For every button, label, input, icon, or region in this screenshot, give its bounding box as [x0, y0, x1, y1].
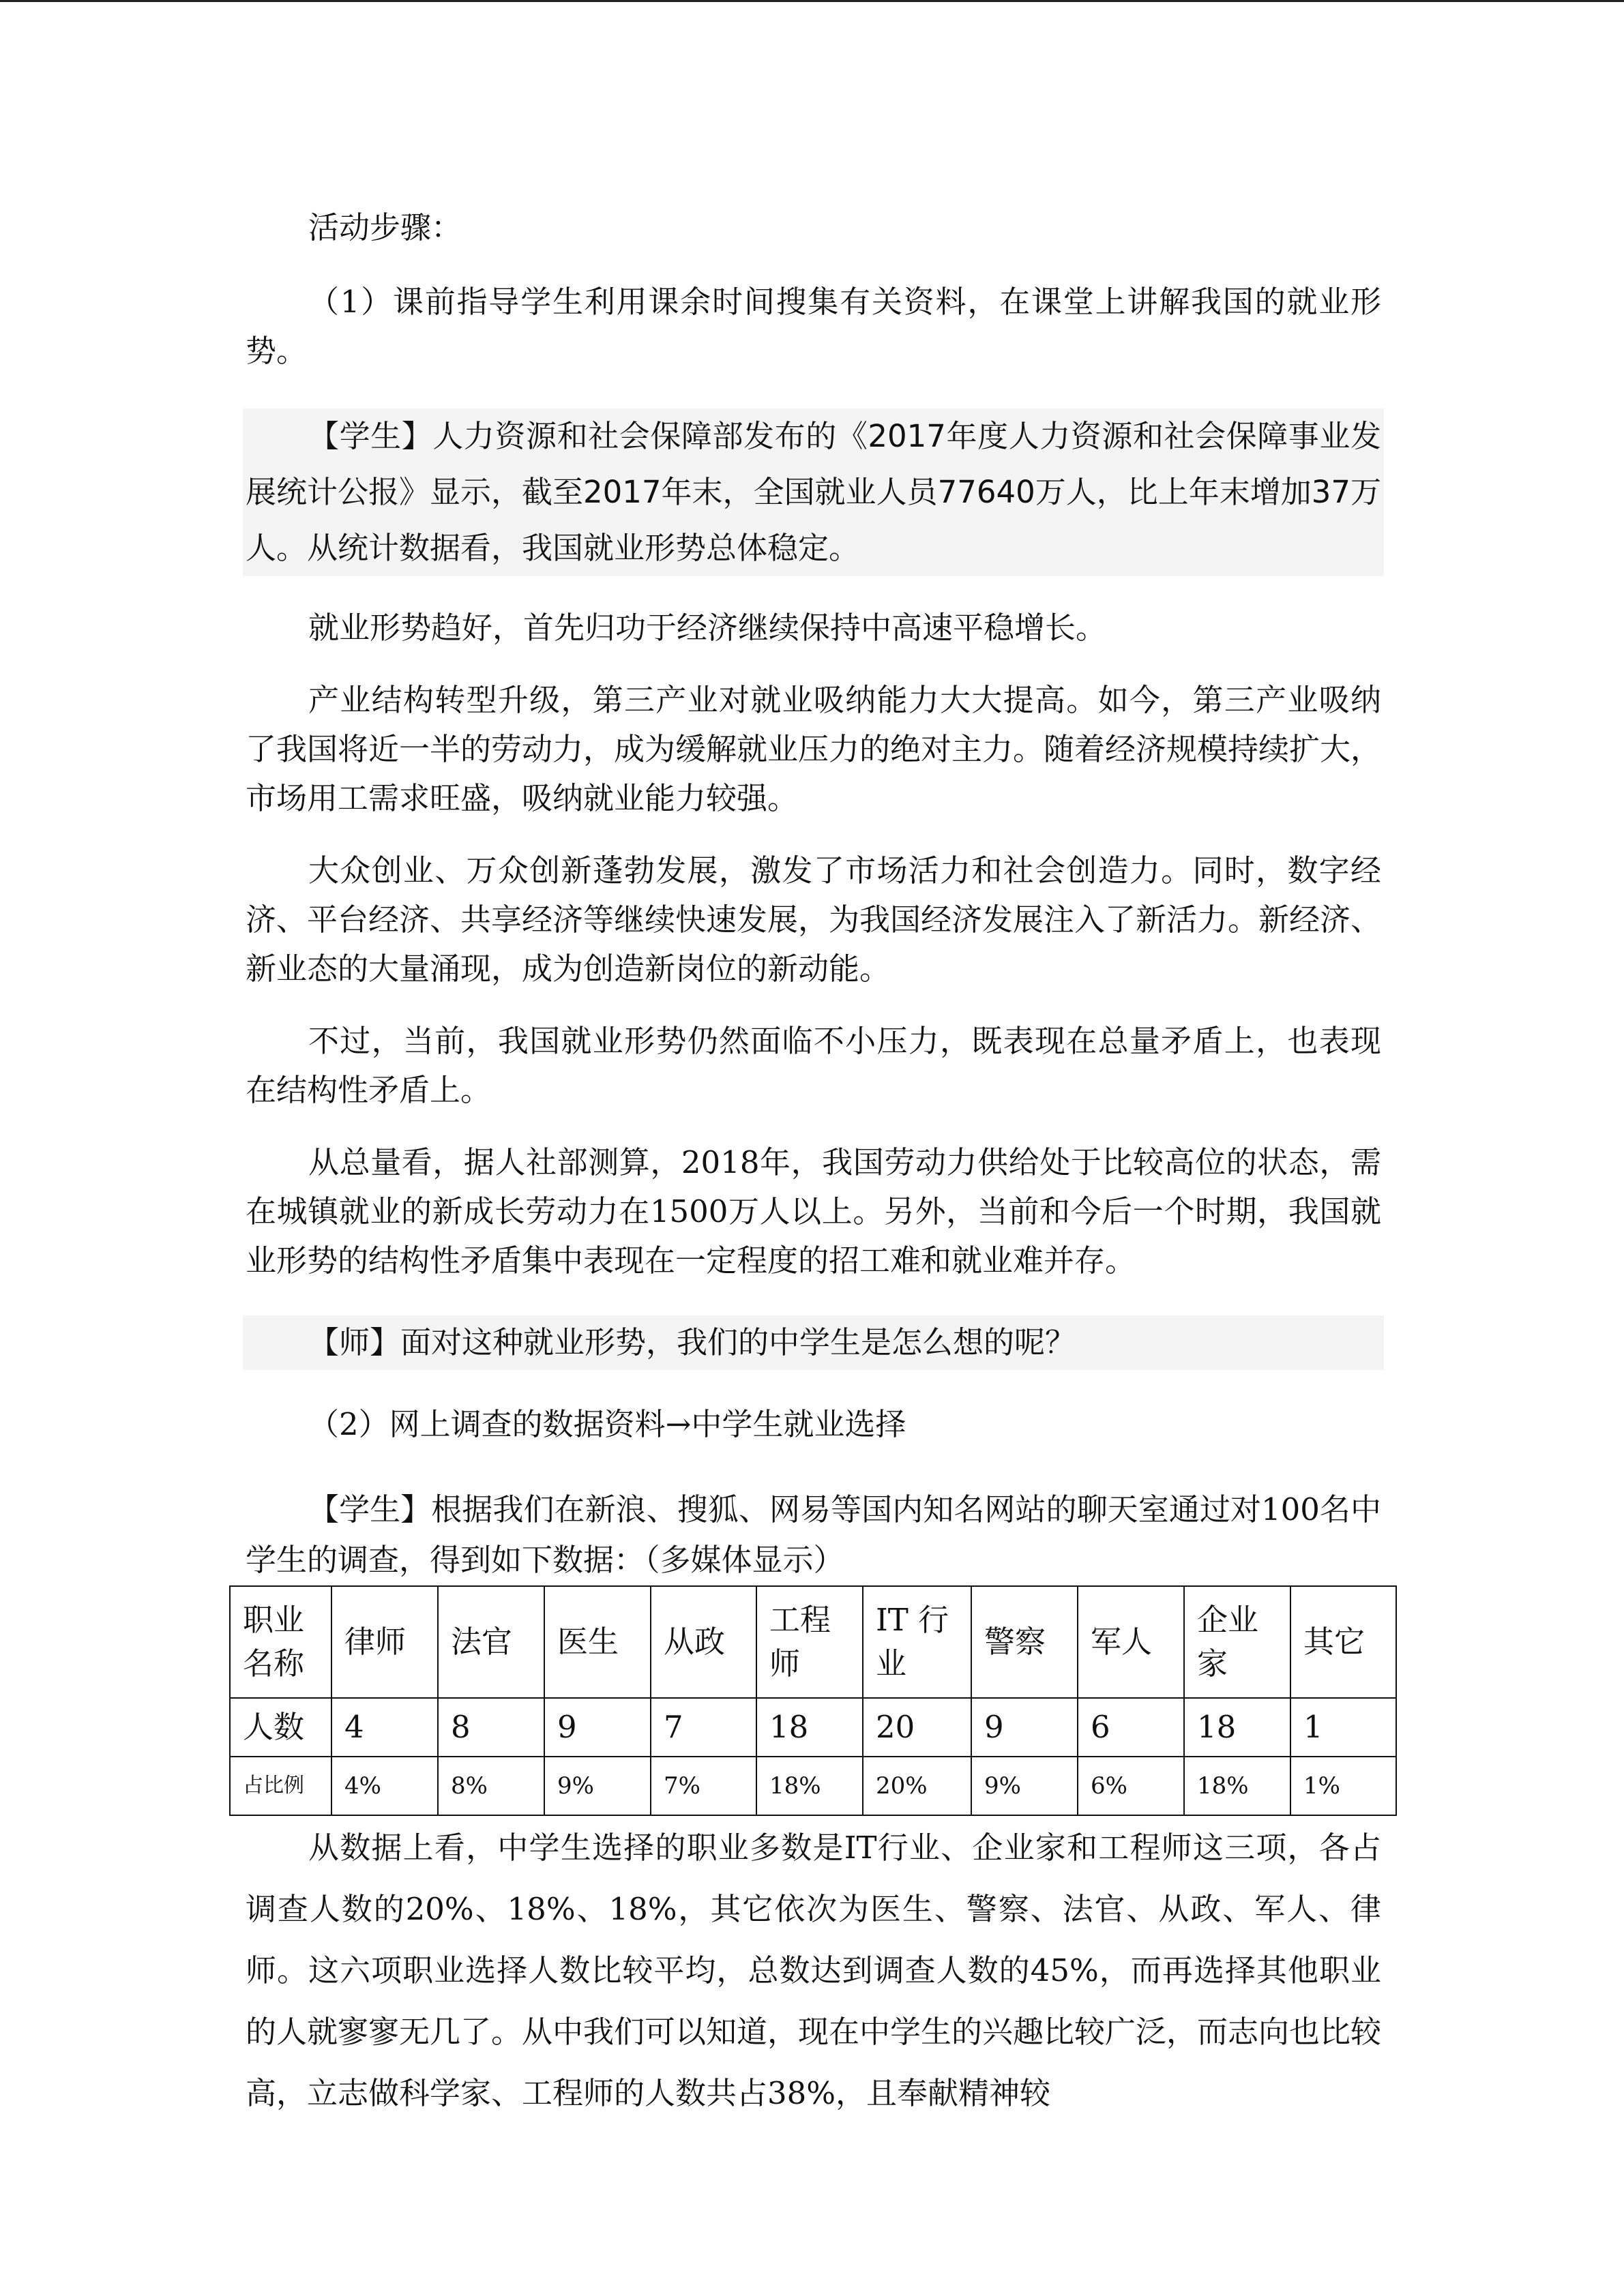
profession-cell: 法官 — [438, 1586, 544, 1698]
count-cell: 9 — [544, 1698, 651, 1757]
teacher-question-block — [243, 1315, 1384, 1370]
percent-cell: 6% — [1078, 1757, 1184, 1815]
count-cell: 4 — [331, 1698, 438, 1757]
percent-cell: 7% — [651, 1757, 756, 1815]
industry-structure-paragraph: 产业结构转型升级，第三产业对就业吸纳能力大大提高。如今，第三产业吸纳了我国将近一半的劳动力，成为缓解就业压力的绝对主力。随着经济规模持续扩大，市场用工需求旺盛，吸纳就业能力较强。 — [246, 682, 1382, 816]
heading-activity-steps: 活动步骤： — [308, 209, 462, 245]
count-cell: 18 — [756, 1698, 863, 1757]
page-top-border — [0, 0, 1624, 2]
career-survey-table — [229, 1585, 1397, 1816]
profession-cell: 从政 — [651, 1586, 756, 1698]
percent-cell: 20% — [863, 1757, 971, 1815]
profession-cell: 警察 — [971, 1586, 1078, 1698]
step-1-paragraph: （1）课前指导学生利用课余时间搜集有关资料，在课堂上讲解我国的就业形势。 — [246, 284, 1381, 369]
table-count-row — [230, 1698, 1396, 1757]
innovation-paragraph: 大众创业、万众创新蓬勃发展，激发了市场活力和社会创造力。同时，数字经济、平台经济、共享经济等继续快速发展，为我国经济发展注入了新活力。新经济、新业态的大量涌现，成为创造新岗位的新动能。 — [246, 852, 1382, 987]
count-cell: 1 — [1290, 1698, 1396, 1757]
profession-cell: 医生 — [544, 1586, 651, 1698]
profession-cell: 工程师 — [756, 1586, 863, 1698]
student-statement-1: 【学生】人力资源和社会保障部发布的《2017年度人力资源和社会保障事业发展统计公报》显示，截至2017年末，全国就业人员77640万人，比上年末增加37万人。从统计数据看，我国就业形势总体稳定。 — [246, 418, 1381, 566]
percent-cell: 8% — [438, 1757, 544, 1815]
percent-cell: 4% — [331, 1757, 438, 1815]
document-page — [243, 191, 1382, 2124]
count-cell: 20 — [863, 1698, 971, 1757]
total-volume-paragraph: 从总量看，据人社部测算，2018年，我国劳动力供给处于比较高位的状态，需在城镇就业的新成长劳动力在1500万人以上。另外，当前和今后一个时期，我国就业形势的结构性矛盾集中表现在一定程度的招工难和就业难并存。 — [246, 1144, 1381, 1279]
percent-cell: 9% — [971, 1757, 1078, 1815]
table-percent-row — [230, 1757, 1396, 1815]
profession-cell: 企业家 — [1184, 1586, 1290, 1698]
count-label-cell: 人数 — [230, 1698, 331, 1757]
analysis-paragraph: 从数据上看，中学生选择的职业多数是IT行业、企业家和工程师这三项，各占调查人数的20%、18%、18%，其它依次为医生、警察、法官、从政、军人、律师。这六项职业选择人数比较平均，总数达到调查人数的45%，而再选择其他职业的人就寥寥无几了。从中我们可以知道，现在中学生的兴趣比较广泛，而志向也比较高，立志做科学家、工程师的人数共占38%，且奉献精神较 — [246, 1830, 1382, 2111]
table-header-row — [230, 1586, 1396, 1698]
count-cell: 9 — [971, 1698, 1078, 1757]
profession-cell: 其它 — [1290, 1586, 1396, 1698]
count-cell: 8 — [438, 1698, 544, 1757]
profession-cell: 军人 — [1078, 1586, 1184, 1698]
percent-label-cell: 占比例 — [230, 1757, 331, 1815]
teacher-question: 【师】面对这种就业形势，我们的中学生是怎么想的呢？ — [308, 1324, 1076, 1360]
count-cell: 6 — [1078, 1698, 1184, 1757]
percent-cell: 18% — [756, 1757, 863, 1815]
percent-cell: 18% — [1184, 1757, 1290, 1815]
profession-cell: 律师 — [331, 1586, 438, 1698]
pressure-paragraph: 不过，当前，我国就业形势仍然面临不小压力，既表现在总量矛盾上，也表现在结构性矛盾上。 — [246, 1023, 1381, 1108]
percent-cell: 9% — [544, 1757, 651, 1815]
step-2-heading: （2）网上调查的数据资料→中学生就业选择 — [308, 1406, 906, 1442]
profession-cell: IT 行业 — [863, 1586, 971, 1698]
survey-intro-paragraph: 【学生】根据我们在新浪、搜狐、网易等国内知名网站的聊天室通过对100名中学生的调查，得到如下数据：（多媒体显示） — [246, 1491, 1381, 1578]
header-label-cell: 职业名称 — [230, 1586, 331, 1698]
count-cell: 18 — [1184, 1698, 1290, 1757]
employment-trend-paragraph: 就业形势趋好，首先归功于经济继续保持中高速平稳增长。 — [308, 610, 1107, 646]
count-cell: 7 — [651, 1698, 756, 1757]
student-quote-block — [243, 408, 1384, 576]
percent-cell: 1% — [1290, 1757, 1396, 1815]
